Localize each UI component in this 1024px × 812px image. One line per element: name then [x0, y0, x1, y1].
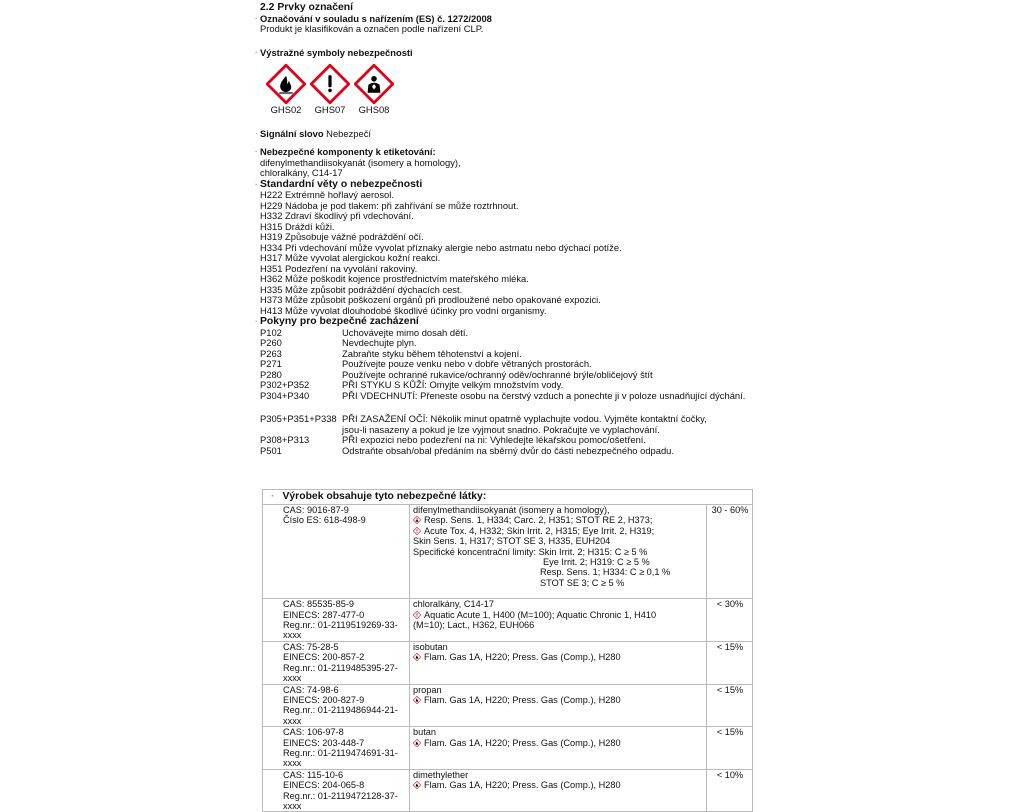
- health-hazard-icon: [354, 64, 394, 104]
- hazard-title: · Standardní věty o nebezpečnosti: [260, 179, 760, 191]
- precaution-code: P304+P340: [260, 391, 342, 402]
- pictogram-ghs07: [310, 64, 350, 116]
- hazard-class-line: Flam. Gas 1A, H220; Press. Gas (Comp.), H280: [413, 738, 704, 748]
- substance-classification: [410, 769, 707, 812]
- pictogram-ghs02: [266, 64, 306, 116]
- table-row: [263, 641, 753, 684]
- substance-classification: [410, 684, 707, 727]
- substance-ids: CAS: 106-97-8 EINECS: 203-448-7 Reg.nr.: 01-2119474691-31-xxxx: [263, 727, 410, 770]
- precaution-code: P271: [260, 359, 342, 370]
- precautionary-statements: [260, 328, 760, 402]
- substance-classification: [410, 599, 707, 642]
- pictogram-code: GHS02: [266, 105, 306, 116]
- pictogram-list: [266, 64, 760, 116]
- pictograms-title: · Výstražné symboly nebezpečnosti: [260, 48, 760, 59]
- substance-concentration: < 15%: [707, 684, 753, 727]
- signal-word: · Signální slovo Nebezpečí: [260, 129, 760, 140]
- precaution-title: · Pokyny pro bezpečné zacházení: [260, 316, 760, 328]
- section-title: 2.2 Prvky označení: [260, 2, 760, 14]
- hazard-class-line: Acute Tox. 4, H332; Skin Irrit. 2, H315; Eye Irrit. 2, H319;: [413, 526, 704, 536]
- concentration-limit: Eye Irrit. 2; H319: C ≥ 5 %: [413, 557, 704, 567]
- pictogram-ghs08: [354, 64, 394, 116]
- components-title: · Nebezpečné komponenty k etiketování:: [260, 147, 760, 158]
- substance-classification: [410, 727, 707, 770]
- substance-name: difenylmethandiisokyanát (isomery a homology),: [413, 505, 704, 515]
- hazard-class-line: Flam. Gas 1A, H220; Press. Gas (Comp.), H280: [413, 652, 704, 662]
- precaution-statement: [260, 435, 760, 446]
- component-item: difenylmethandiisokyanát (isomery a homology),: [260, 158, 760, 169]
- substance-concentration: < 30%: [707, 599, 753, 642]
- health-hazard-icon: [413, 516, 421, 524]
- precaution-code: P280: [260, 370, 342, 381]
- precaution-text: PŘI expozici nebo podezření na ni: Vyhledejte lékařskou pomoc/ošetření.: [342, 435, 760, 446]
- concentration-limits: Specifické koncentrační limity: Skin Irrit. 2; H315: C ≥ 5 %: [413, 547, 704, 557]
- precaution-text: Používejte ochranné rukavice/ochranný oděv/ochranné brýle/obličejový štít: [342, 370, 760, 381]
- flame-icon: [413, 781, 421, 789]
- flame-icon: [413, 653, 421, 661]
- exclamation-icon: [310, 64, 350, 104]
- substance-concentration: < 15%: [707, 727, 753, 770]
- table-title: · Výrobek obsahuje tyto nebezpečné látky:: [263, 490, 753, 505]
- hazard-statements: [260, 190, 760, 316]
- substance-classification: [410, 505, 707, 599]
- hazard-statement: H413 Může vyvolat dlouhodobé škodlivé účinky pro vodní organismy.: [260, 306, 760, 317]
- precaution-code: P260: [260, 338, 342, 349]
- p305-statement: P305+P351+P338 PŘI ZASAŽENÍ OČÍ: Několik minut opatrně vyplachujte vodou. Vyjměte kontaktní čočky, jsou-li nasazeny a pokud je lze vyjmout snadno. Pokračujte ve vyplachování.: [260, 414, 760, 435]
- table-row: [263, 599, 753, 642]
- hazard-statement: H373 Může způsobit poškození orgánů při prodloužené nebo opakované expozici.: [260, 295, 760, 306]
- precaution-statement: [260, 359, 760, 370]
- substance-name: isobutan: [413, 642, 704, 652]
- hazard-statement: H332 Zdraví škodlivý při vdechování.: [260, 211, 760, 222]
- substance-classification: [410, 641, 707, 684]
- hazard-class-line: Flam. Gas 1A, H220; Press. Gas (Comp.), H280: [413, 695, 704, 705]
- hazard-class-line: Aquatic Acute 1, H400 (M=100); Aquatic Chronic 1, H410: [413, 610, 704, 620]
- regulation-title: · Označování v souladu s nařízením (ES) č. 1272/2008: [260, 14, 760, 25]
- hazard-statement: H362 Může poškodit kojence prostřednictvím mateřského mléka.: [260, 274, 760, 285]
- precautionary-statements-2: [260, 435, 760, 456]
- hazard-statement: H319 Způsobuje vážné podráždění očí.: [260, 232, 760, 243]
- component-item: chloralkány, C14-17: [260, 168, 760, 179]
- precaution-code: P102: [260, 328, 342, 339]
- precaution-code: P263: [260, 349, 342, 360]
- substance-name: butan: [413, 727, 704, 737]
- concentration-limit: STOT SE 3; C ≥ 5 %: [413, 578, 704, 588]
- precaution-code: P302+P352: [260, 380, 342, 391]
- precaution-text: Nevdechujte plyn.: [342, 338, 760, 349]
- precaution-statement: [260, 338, 760, 349]
- substance-concentration: < 15%: [707, 641, 753, 684]
- components-list: [260, 158, 760, 179]
- hazard-statement: H222 Extrémně hořlavý aerosol.: [260, 190, 760, 201]
- hazard-statement: H334 Při vdechování může vyvolat příznaky alergie nebo astmatu nebo dýchací potíže.: [260, 243, 760, 254]
- concentration-limit: Resp. Sens. 1; H334: C ≥ 0,1 %: [413, 567, 704, 577]
- precaution-statement: [260, 391, 760, 402]
- precaution-code: P308+P313: [260, 435, 342, 446]
- hazard-statement: H351 Podezření na vyvolání rakoviny.: [260, 264, 760, 275]
- flame-icon: [413, 739, 421, 747]
- exclamation-icon: [413, 611, 421, 619]
- substance-ids: CAS: 115-10-6 EINECS: 204-065-8 Reg.nr.: 01-2119472128-37-xxxx: [263, 769, 410, 812]
- precaution-text: PŘI VDECHNUTÍ: Přeneste osobu na čerstvý vzduch a ponechte ji v poloze usnadňující dýchání.: [342, 391, 760, 402]
- pictogram-code: GHS07: [310, 105, 350, 116]
- pictogram-code: GHS08: [354, 105, 394, 116]
- substance-concentration: 30 - 60%: [707, 505, 753, 599]
- precaution-code: P501: [260, 446, 342, 457]
- hazard-statement: H317 Může vyvolat alergickou kožní reakci.: [260, 253, 760, 264]
- precaution-text: Používejte pouze venku nebo v dobře větraných prostorách.: [342, 359, 760, 370]
- precaution-statement: [260, 446, 760, 457]
- substance-name: chloralkány, C14-17: [413, 599, 704, 609]
- hazard-class-line: Flam. Gas 1A, H220; Press. Gas (Comp.), H280: [413, 780, 704, 790]
- hazard-class-line: Skin Sens. 1, H317; STOT SE 3, H335, EUH204: [413, 536, 704, 546]
- table-row: [263, 505, 753, 599]
- table-header-row: [263, 490, 753, 505]
- precaution-text: PŘI STYKU S KŮŽÍ: Omyjte velkým množstvím vody.: [342, 380, 760, 391]
- substance-concentration: < 10%: [707, 769, 753, 812]
- table-row: [263, 727, 753, 770]
- regulation-text: Produkt je klasifikován a označen podle nařízení CLP.: [260, 24, 760, 35]
- substance-ids: CAS: 9016-87-9 Číslo ES: 618-498-9: [263, 505, 410, 599]
- exclamation-icon: [413, 527, 421, 535]
- hazard-class-line: Resp. Sens. 1, H334; Carc. 2, H351; STOT RE 2, H373;: [413, 515, 704, 525]
- sds-section-2-2: [260, 0, 760, 456]
- flame-icon: [266, 64, 306, 104]
- flame-icon: [413, 696, 421, 704]
- substance-name: propan: [413, 685, 704, 695]
- substance-name: dimethylether: [413, 770, 704, 780]
- substances-table: [262, 489, 753, 812]
- precaution-text: Odstraňte obsah/obal předáním na sběrný dvůr do části nebezpečného odpadu.: [342, 446, 760, 457]
- hazard-statement: H315 Dráždí kůži.: [260, 222, 760, 233]
- hazard-class-line: (M=10); Lact., H362, EUH066: [413, 620, 704, 630]
- precaution-text: Zabraňte styku během těhotenství a kojení.: [342, 349, 760, 360]
- substance-ids: CAS: 75-28-5 EINECS: 200-857-2 Reg.nr.: 01-2119485395-27-xxxx: [263, 641, 410, 684]
- precaution-statement: [260, 380, 760, 391]
- precaution-statement: [260, 328, 760, 339]
- table-row: [263, 684, 753, 727]
- table-row: [263, 769, 753, 812]
- substance-ids: CAS: 85535-85-9 EINECS: 287-477-0 Reg.nr.: 01-2119519269-33-xxxx: [263, 599, 410, 642]
- hazard-statement: H229 Nádoba je pod tlakem: při zahřívání se může roztrhnout.: [260, 201, 760, 212]
- substance-ids: CAS: 74-98-6 EINECS: 200-827-9 Reg.nr.: 01-2119486944-21-xxxx: [263, 684, 410, 727]
- precaution-text: Uchovávejte mimo dosah dětí.: [342, 328, 760, 339]
- hazard-statement: H335 Může způsobit podráždění dýchacích cest.: [260, 285, 760, 296]
